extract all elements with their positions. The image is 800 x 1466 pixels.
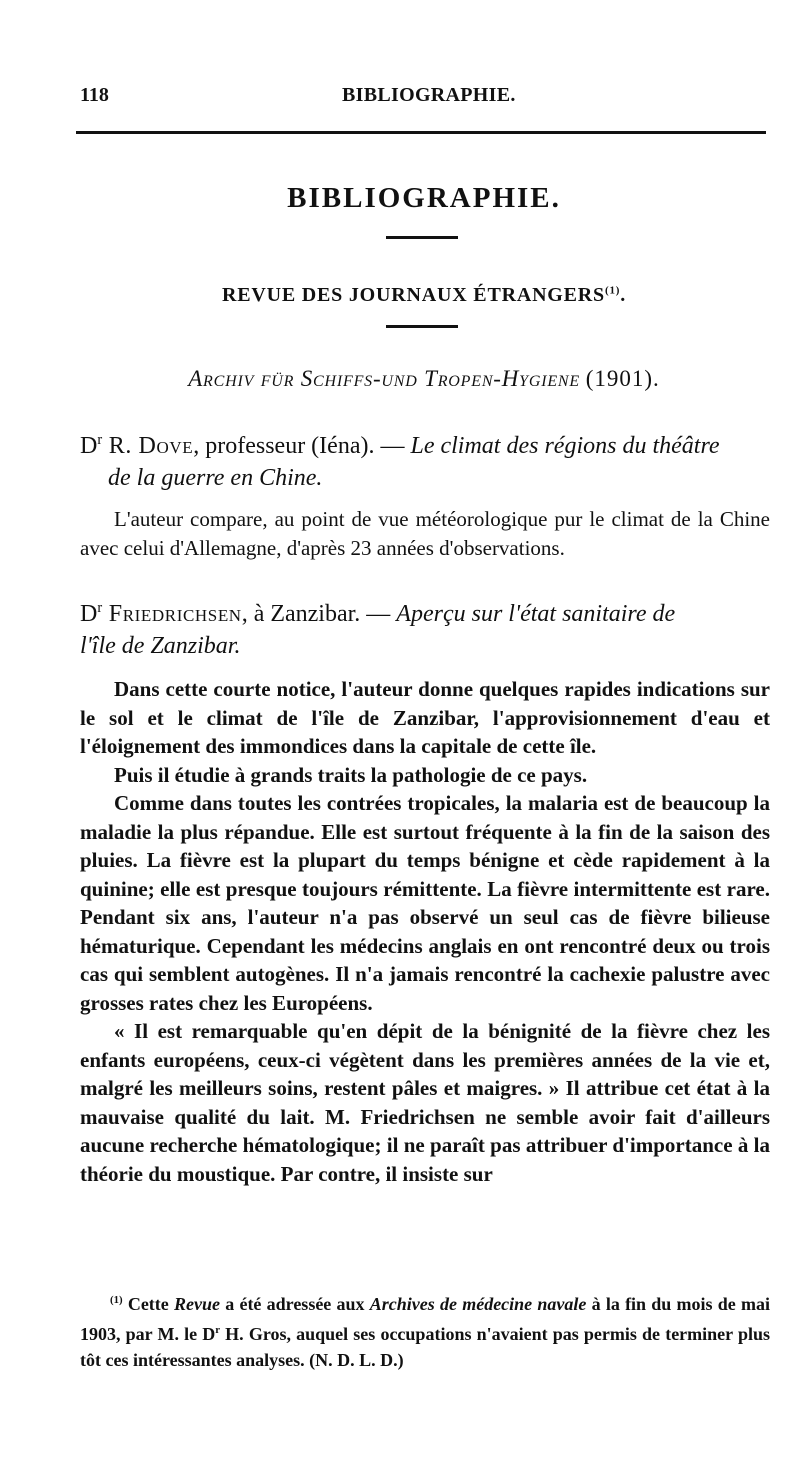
subtitle-end: . — [620, 284, 627, 306]
section-title: BIBLIOGRAPHIE. — [287, 182, 561, 214]
author-name: R. Dove — [102, 433, 194, 459]
paragraph: Puis il étudie à grands traits la pathologie de ce pays. — [114, 762, 588, 787]
footnote: $^{(1)}$ Cette Revue a été adressée aux Archives de médecine navale à la fin du mois de mai 1903, par M. le $D^r$ H. Gros, auquel ses occupations n'avaient pas permis de terminer plus tôt ces intéressantes analyses. (N. D. L. D.) — [80, 1294, 770, 1370]
header-rule — [76, 131, 766, 134]
entry-dove-heading: $D^r$ R. Dove, professeur (Iéna). — Le climat des régions du théâtre de la guerre en Chine. — [80, 432, 720, 491]
author-name: Friedrichsen — [102, 601, 242, 627]
entry-dove-summary — [80, 505, 770, 562]
paragraph: L'auteur compare, au point de vue météorologique pur le climat de la Chine avec celui d'Allemagne, d'après 23 années d'observations. — [80, 507, 770, 560]
entry-friedrichsen-body — [80, 675, 770, 1188]
article-title-line2: de la guerre en Chine. — [108, 465, 323, 491]
subtitle-text: REVUE DES JOURNAUX ÉTRANGERS — [221, 284, 605, 306]
journal-year: (1901). — [585, 366, 660, 391]
paragraph: Dans cette courte notice, l'auteur donne quelques rapides indications sur le sol et le climat de l'île de Zanzibar, l'approvisionnement d'eau et l'éloignement des immondices dans la capitale de cette île. — [80, 677, 770, 758]
paragraph: « Il est remarquable qu'en dépit de la bénignité de la fièvre chez les enfants européens, ceux-ci végètent dans les premières années de la vie et, malgré les meilleurs soins, restent pâles et maigres. » Il attribue cet état à la mauvaise qualité du lait. M. Friedrichsen ne semble avoir fait d'ailleurs aucune recherche hématologique; il ne paraît pas attribuer d'importance à la théorie du moustique. Par contre, il insiste sur — [80, 1019, 770, 1186]
article-title-line2: l'île de Zanzibar. — [80, 633, 241, 659]
article-title-line1: Aperçu sur l'état sanitaire de — [396, 601, 676, 627]
paragraph: Comme dans toutes les contrées tropicales, la malaria est de beaucoup la maladie la plus répandue. Elle est surtout fréquente à la fin de la saison des pluies. La fièvre est la plupart du temps bénigne et cède rapidement à la quinine; elle est presque toujours rémittente. La fièvre intermittente est rare. Pendant six ans, l'auteur n'a pas observé un seul cas de fièvre bilieuse hématurique. Cependant les médecins anglais en ont rencontré deux ou trois cas qui semblent autogènes. Il n'a jamais rencontré la cachexie palustre avec grosses rates chez les Européens. — [80, 791, 770, 1015]
author-affiliation: , professeur (Iéna). — — [193, 433, 411, 459]
page-number: 118 — [80, 84, 109, 106]
subtitle-footnote-marker: (1) — [604, 284, 621, 297]
author-affiliation: , à Zanzibar. — — [241, 601, 397, 627]
subtitle-divider — [386, 325, 458, 328]
title-divider — [386, 236, 458, 239]
journal-name: Archiv für Schiffs-und Tropen-Hygiene — [188, 366, 580, 391]
running-head — [80, 84, 768, 114]
section-subtitle — [80, 284, 768, 307]
entry-friedrichsen-heading: $D^r$ Friedrichsen, à Zanzibar. — Aperçu sur l'état sanitaire de l'île de Zanzibar. — [80, 600, 676, 659]
journal-heading — [80, 366, 768, 392]
running-head-title: BIBLIOGRAPHIE. — [342, 84, 516, 106]
article-title-line1: Le climat des régions du théâtre — [410, 433, 720, 459]
footnote-marker: (1) — [110, 1294, 123, 1306]
